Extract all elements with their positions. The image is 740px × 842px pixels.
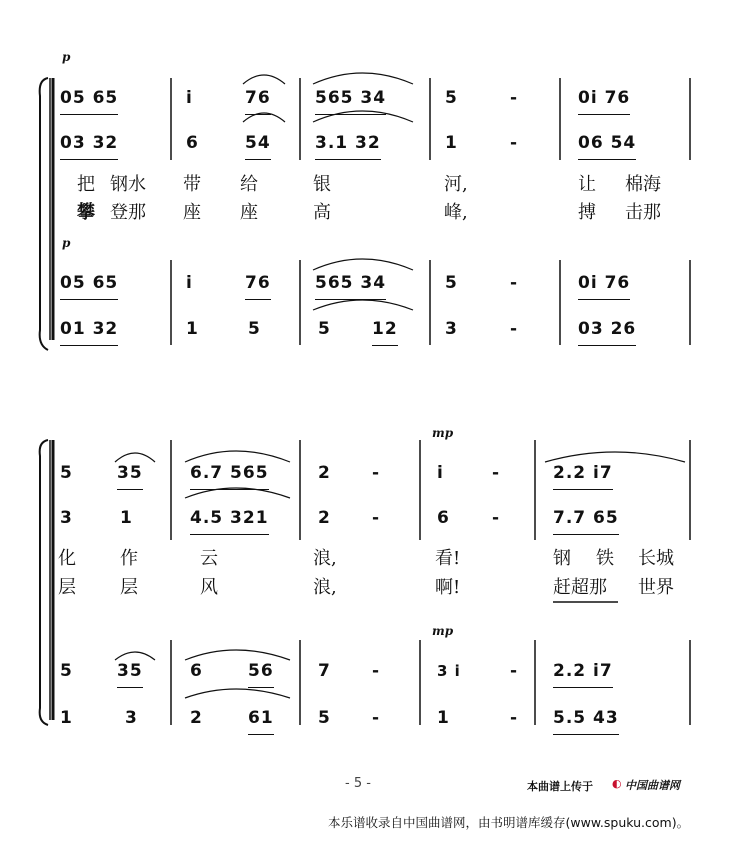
note-group: 2.2 i7 — [553, 656, 613, 688]
note-group: 0i 76 — [578, 83, 630, 115]
lyric-row-1 — [0, 172, 740, 202]
note-group: 7 — [318, 661, 331, 681]
lyric-row-4 — [0, 575, 740, 605]
note-group: 6 — [190, 661, 203, 681]
dynamic-marking: mp — [432, 426, 454, 440]
note-group: - — [510, 319, 519, 339]
lyric: 攀 — [77, 202, 95, 223]
lyric: 给 — [240, 174, 258, 195]
note-group: 54 — [245, 128, 271, 160]
note-group: - — [510, 661, 519, 681]
lyric: 钢水 — [110, 174, 146, 195]
note-group: 5 — [248, 319, 261, 339]
note-group: - — [372, 508, 381, 528]
note-group: i — [186, 273, 193, 293]
note-group: - — [372, 463, 381, 483]
note-group: 76 — [245, 83, 271, 115]
note-group: 1 — [437, 708, 450, 728]
lyric: 带 — [183, 174, 201, 195]
lyric-row-3 — [0, 546, 740, 576]
lyric: 世界 — [638, 577, 674, 598]
lyric: 河, — [444, 174, 468, 195]
lyric: 让 — [578, 174, 596, 195]
note-group: - — [510, 88, 519, 108]
note-group: 5 — [445, 88, 458, 108]
upload-note: 本曲谱上传于 — [527, 780, 593, 793]
note-group: 05 65 — [60, 83, 118, 115]
note-group: 3.1 32 — [315, 128, 381, 160]
note-group: - — [372, 661, 381, 681]
note-group: 3 — [60, 508, 73, 528]
dynamic-marking: p — [62, 50, 71, 64]
staff-row-2 — [0, 128, 740, 158]
lyric: 看! — [435, 548, 461, 569]
lyric: 化 — [58, 548, 76, 569]
lyric: 银 — [313, 174, 331, 195]
note-group: 4.5 321 — [190, 503, 269, 535]
cache-note: 本乐谱收录自中国曲谱网，由书明谱库缓存(www.spuku.com)。 — [328, 815, 690, 830]
lyric: 高 — [313, 202, 331, 223]
lyric: 啊! — [435, 577, 461, 598]
note-group: 2 — [318, 508, 331, 528]
lyric: 浪, — [313, 548, 337, 569]
note-group: 05 65 — [60, 268, 118, 300]
note-group: 1 — [186, 319, 199, 339]
lyric: 峰, — [444, 202, 468, 223]
site-logo-icon: ◐ — [612, 777, 622, 790]
note-group: 3 i — [437, 662, 461, 680]
note-group: 56 — [248, 656, 274, 688]
note-group: 5 — [318, 708, 331, 728]
lyric: 层 — [58, 577, 76, 598]
note-group: 5 — [318, 319, 331, 339]
dynamic-marking: mp — [432, 624, 454, 638]
lyric: 棉海 — [625, 174, 661, 195]
site-logo-text: 中国曲谱网 — [625, 779, 680, 792]
note-group: 03 32 — [60, 128, 118, 160]
note-group: 35 — [117, 458, 143, 490]
dynamic-marking: p — [62, 236, 71, 250]
lyric: 层 — [120, 577, 138, 598]
staff-row-8 — [0, 703, 740, 733]
lyric: 铁 — [596, 548, 614, 569]
lyric: 座 — [183, 202, 201, 223]
note-group: 2.2 i7 — [553, 458, 613, 490]
note-group: 5.5 43 — [553, 703, 619, 735]
lyric: 浪, — [313, 577, 337, 598]
note-group: 01 32 — [60, 314, 118, 346]
note-group: i — [437, 463, 444, 483]
staff-row-7 — [0, 656, 740, 686]
note-group: 76 — [245, 268, 271, 300]
note-group: 5 — [445, 273, 458, 293]
note-group: 1 — [60, 708, 73, 728]
note-group: 2 — [318, 463, 331, 483]
note-group: 5 — [60, 463, 73, 483]
note-group: 03 26 — [578, 314, 636, 346]
note-group: 3 — [445, 319, 458, 339]
staff-row-5 — [0, 458, 740, 488]
note-group: 61 — [248, 703, 274, 735]
note-group: 7.7 65 — [553, 503, 619, 535]
note-group: 5 — [60, 661, 73, 681]
note-group: 6 — [437, 508, 450, 528]
note-group: 565 34 — [315, 268, 386, 300]
note-group: - — [510, 708, 519, 728]
note-group: - — [510, 273, 519, 293]
lyric: 把 — [77, 174, 95, 195]
note-group: - — [372, 708, 381, 728]
note-group: 2 — [190, 708, 203, 728]
note-group: 565 34 — [315, 83, 386, 115]
note-group: i — [186, 88, 193, 108]
note-group: 6.7 565 — [190, 458, 269, 490]
lyric: 长城 — [638, 548, 674, 569]
lyric: 击那 — [625, 202, 661, 223]
note-group: 6 — [186, 133, 199, 153]
lyric: 作 — [120, 548, 138, 569]
staff-row-6 — [0, 503, 740, 533]
lyric-row-2 — [0, 200, 740, 230]
note-group: - — [510, 133, 519, 153]
staff-row-4 — [0, 314, 740, 344]
lyric: 搏 — [578, 202, 596, 223]
lyric: 云 — [200, 548, 218, 569]
lyric: 风 — [200, 577, 218, 598]
note-group: - — [492, 463, 501, 483]
note-group: 1 — [120, 508, 133, 528]
lyric: 钢 — [553, 548, 571, 569]
lyric: 登那 — [110, 202, 146, 223]
lyric: 座 — [240, 202, 258, 223]
lyric: 赶超那 — [553, 577, 607, 598]
staff-row-3 — [0, 268, 740, 298]
note-group: 1 — [445, 133, 458, 153]
page-number: - 5 - — [345, 776, 371, 791]
note-group: - — [492, 508, 501, 528]
note-group: 3 — [125, 708, 138, 728]
note-group: 06 54 — [578, 128, 636, 160]
note-group: 35 — [117, 656, 143, 688]
note-group: 0i 76 — [578, 268, 630, 300]
note-group: 12 — [372, 314, 398, 346]
staff-row-1 — [0, 83, 740, 113]
